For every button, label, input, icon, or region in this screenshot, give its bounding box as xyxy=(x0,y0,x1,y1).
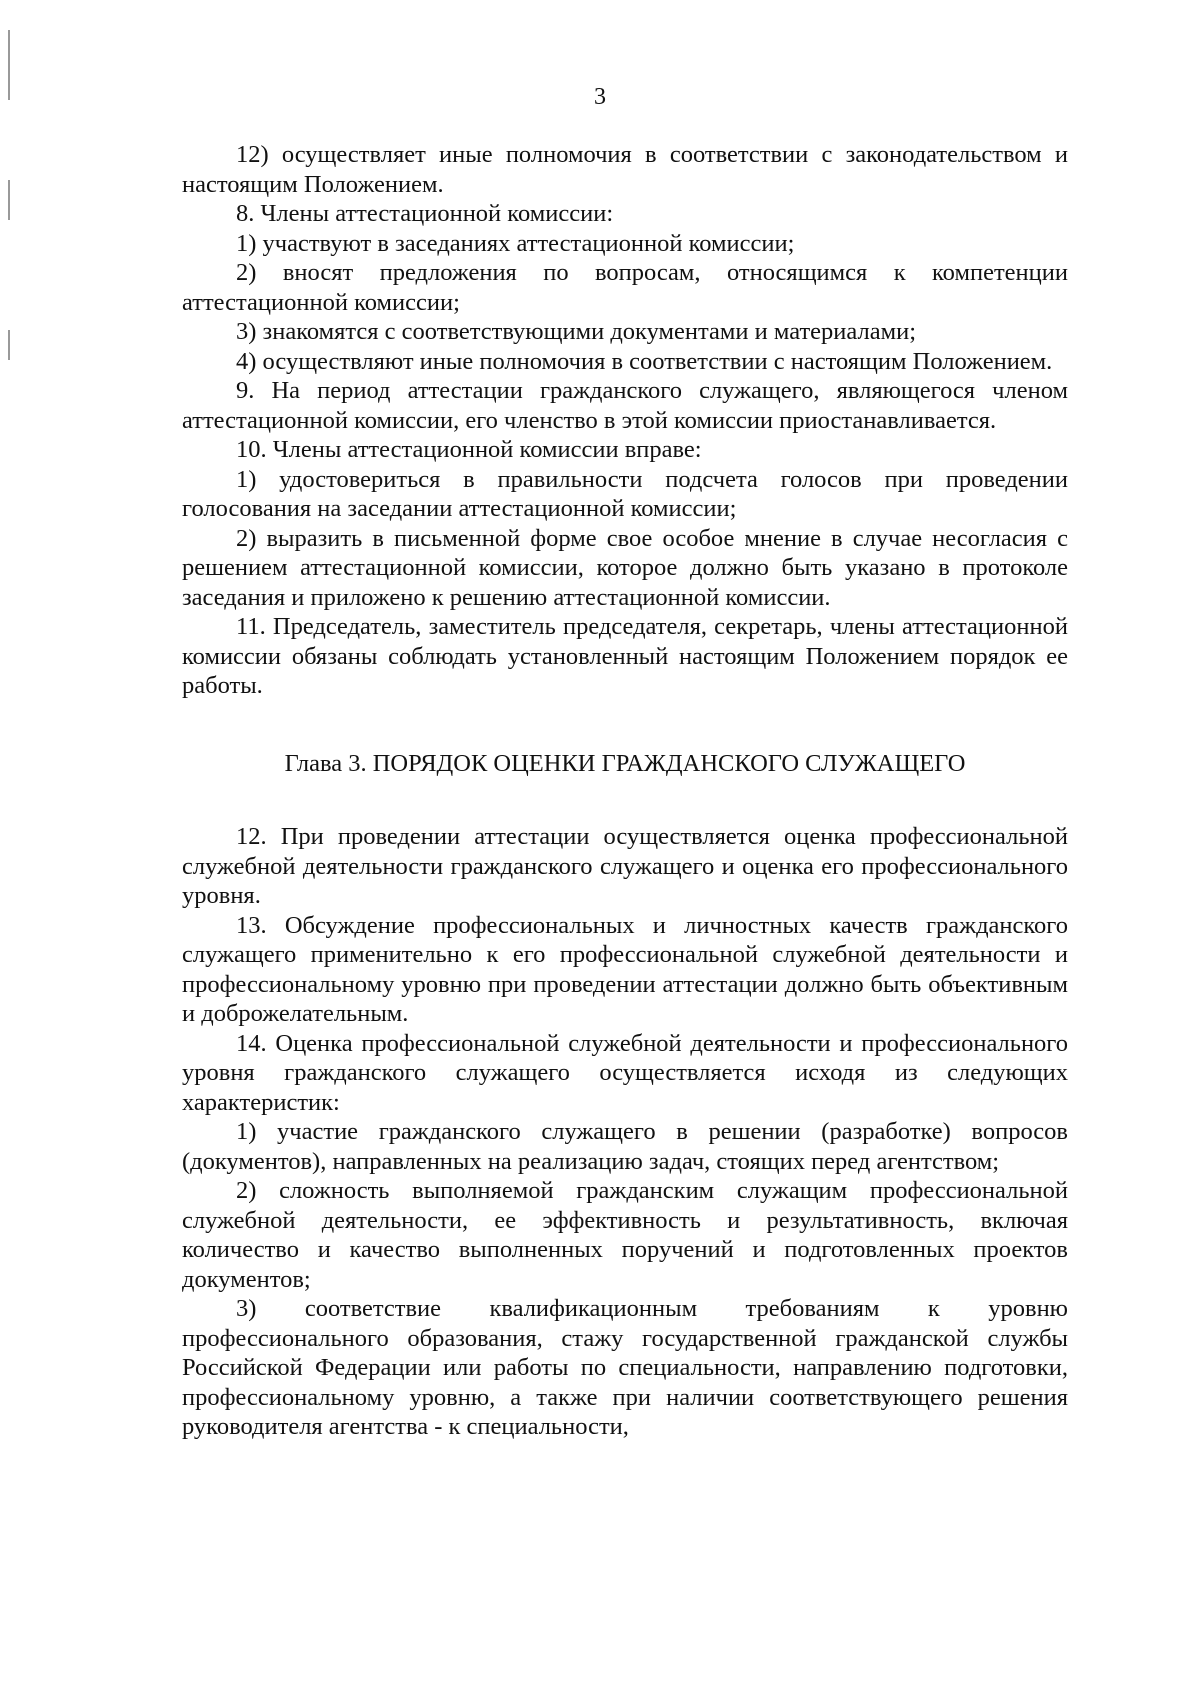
paragraph: 13. Обсуждение профессиональных и личностных качеств гражданского служащего применительно к его профессиональной служебной деятельности и профессиональному уровню при проведении аттестации должно быть объективным и доброжелательным. xyxy=(182,911,1068,1027)
document-body xyxy=(182,140,1068,1442)
paragraph: 1) участие гражданского служащего в решении (разработке) вопросов (документов), направленных на реализацию задач, стоящих перед агентством; xyxy=(182,1118,1068,1175)
paragraph: 2) сложность выполняемой гражданским служащим профессиональной служебной деятельности, ее эффективность и результативность, включая количество и качество выполненных поручений и подготовленных проектов документов; xyxy=(182,1177,1068,1293)
scan-mark xyxy=(8,330,10,360)
paragraph: 2) вносят предложения по вопросам, относящимся к компетенции аттестационной комиссии; xyxy=(182,259,1068,316)
paragraph: 12. При проведении аттестации осуществляется оценка профессиональной служебной деятельности гражданского служащего и оценка его профессионального уровня. xyxy=(182,823,1068,909)
page-number: 3 xyxy=(594,84,606,110)
paragraph: 11. Председатель, заместитель председателя, секретарь, члены аттестационной комиссии обязаны соблюдать установленный настоящим Положением порядок ее работы. xyxy=(182,613,1068,699)
paragraph: 8. Члены аттестационной комиссии: xyxy=(236,200,614,227)
paragraph: 2) выразить в письменной форме свое особое мнение в случае несогласия с решением аттестационной комиссии, которое должно быть указано в протоколе заседания и приложено к решению аттестационной комиссии. xyxy=(182,524,1068,611)
scan-mark xyxy=(8,180,10,220)
paragraph: 3) знакомятся с соответствующими документами и материалами; xyxy=(236,318,917,345)
paragraph: 3) соответствие квалификационным требованиям к уровню профессионального образования, стажу государственной гражданской службы Российской Федерации или работы по специальности, направлению подготовки, профессиональному уровню, а также при наличии соответствующего решения руководителя агентства - к специальности, xyxy=(182,1295,1068,1440)
paragraph: 4) осуществляют иные полномочия в соответствии с настоящим Положением. xyxy=(236,347,1053,375)
paragraph: 1) удостовериться в правильности подсчета голосов при проведении голосования на заседании аттестационной комиссии; xyxy=(182,465,1068,522)
paragraph: 1) участвуют в заседаниях аттестационной комиссии; xyxy=(236,229,795,257)
paragraph: 14. Оценка профессиональной служебной деятельности и профессионального уровня гражданского служащего осуществляется исходя из следующих характеристик: xyxy=(182,1029,1068,1116)
paragraph: 10. Члены аттестационной комиссии вправе: xyxy=(236,436,702,463)
paragraph: 12) осуществляет иные полномочия в соответствии с законодательством и настоящим Положением. xyxy=(182,141,1068,198)
chapter-title: Глава 3. ПОРЯДОК ОЦЕНКИ ГРАЖДАНСКОГО СЛУЖАЩЕГО xyxy=(284,749,966,777)
paragraph: 9. На период аттестации гражданского служащего, являющегося членом аттестационной комиссии, его членство в этой комиссии приостанавливается. xyxy=(182,377,1068,434)
